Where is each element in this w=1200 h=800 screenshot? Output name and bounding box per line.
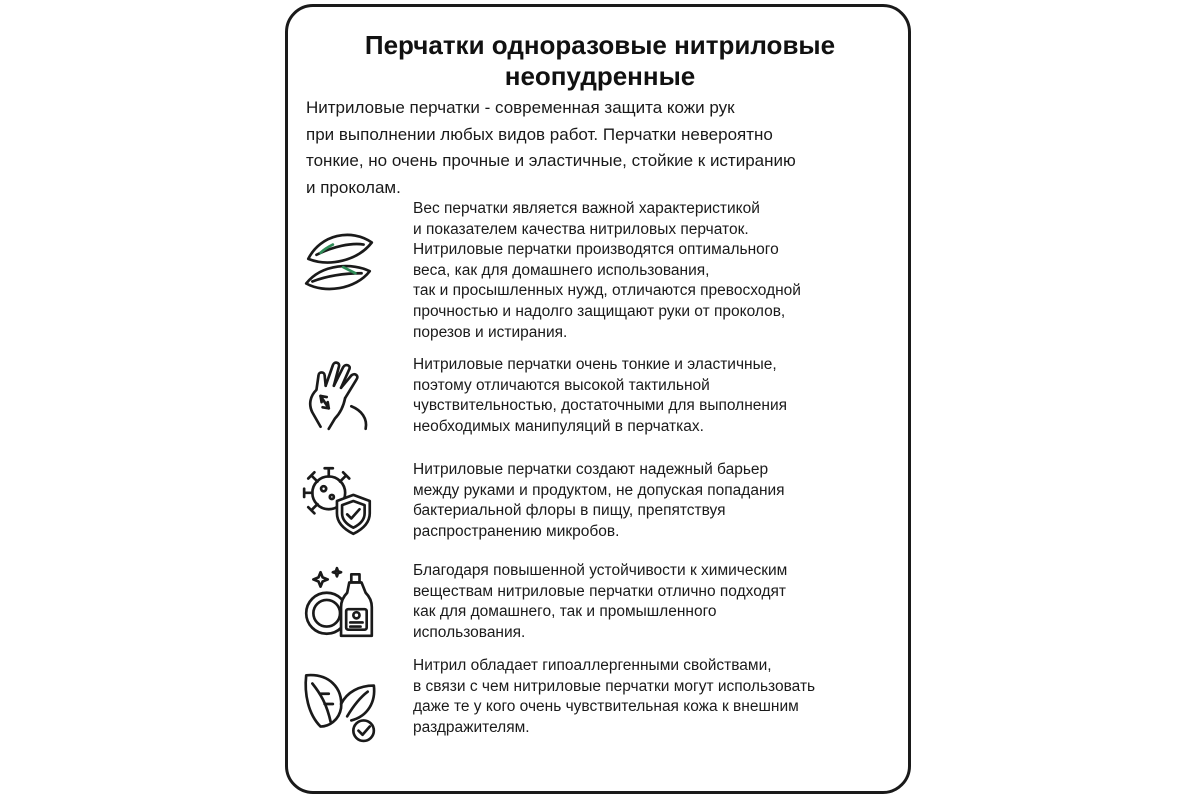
feature-text-chemical: Благодаря повышенной устойчивости к химическим веществам нитриловые перчатки отлично подходят как для домашнего, так и промышленного использования. bbox=[413, 562, 788, 641]
chemical-resistance-icon bbox=[298, 562, 380, 644]
leaves-weight-icon bbox=[298, 222, 380, 304]
feature-text-weight: Вес перчатки является важной характеристикой и показателем качества нитриловых перчаток. Нитриловые перчатки производятся оптимального веса, как для домашнего использования, так и просышленных нужд, отличаются превосходной прочностью и надолго защищают руки от проколов, порезов и истирания. bbox=[413, 200, 801, 341]
intro-paragraph: Нитриловые перчатки - современная защита кожи рук при выполнении любых видов работ. Перчатки невероятно тонкие, но очень прочные и эластичные, стойкие к истиранию и проколам. bbox=[306, 98, 796, 197]
feature-text-elasticity: Нитриловые перчатки очень тонкие и эластичные, поэтому отличаются высокой тактильной чувствительностью, достаточными для выполнения необходимых манипуляций в перчатках. bbox=[413, 356, 788, 435]
feature-text-hypoallergenic: Нитрил обладает гипоаллергенными свойствами, в связи с чем нитриловые перчатки могут использовать даже те у кого очень чувствительная кожа к внешним раздражителям. bbox=[413, 657, 816, 736]
hypoallergenic-leaf-icon bbox=[298, 663, 380, 745]
virus-shield-icon bbox=[298, 458, 380, 540]
feature-text-barrier: Нитриловые перчатки создают надежный барьер между руками и продуктом, не допуская попадания бактериальной флоры в пищу, препятствуя распространению микробов. bbox=[413, 461, 785, 540]
page-title: Перчатки одноразовые нитриловые неопудренные bbox=[364, 30, 836, 91]
glove-stretch-icon bbox=[298, 355, 380, 437]
